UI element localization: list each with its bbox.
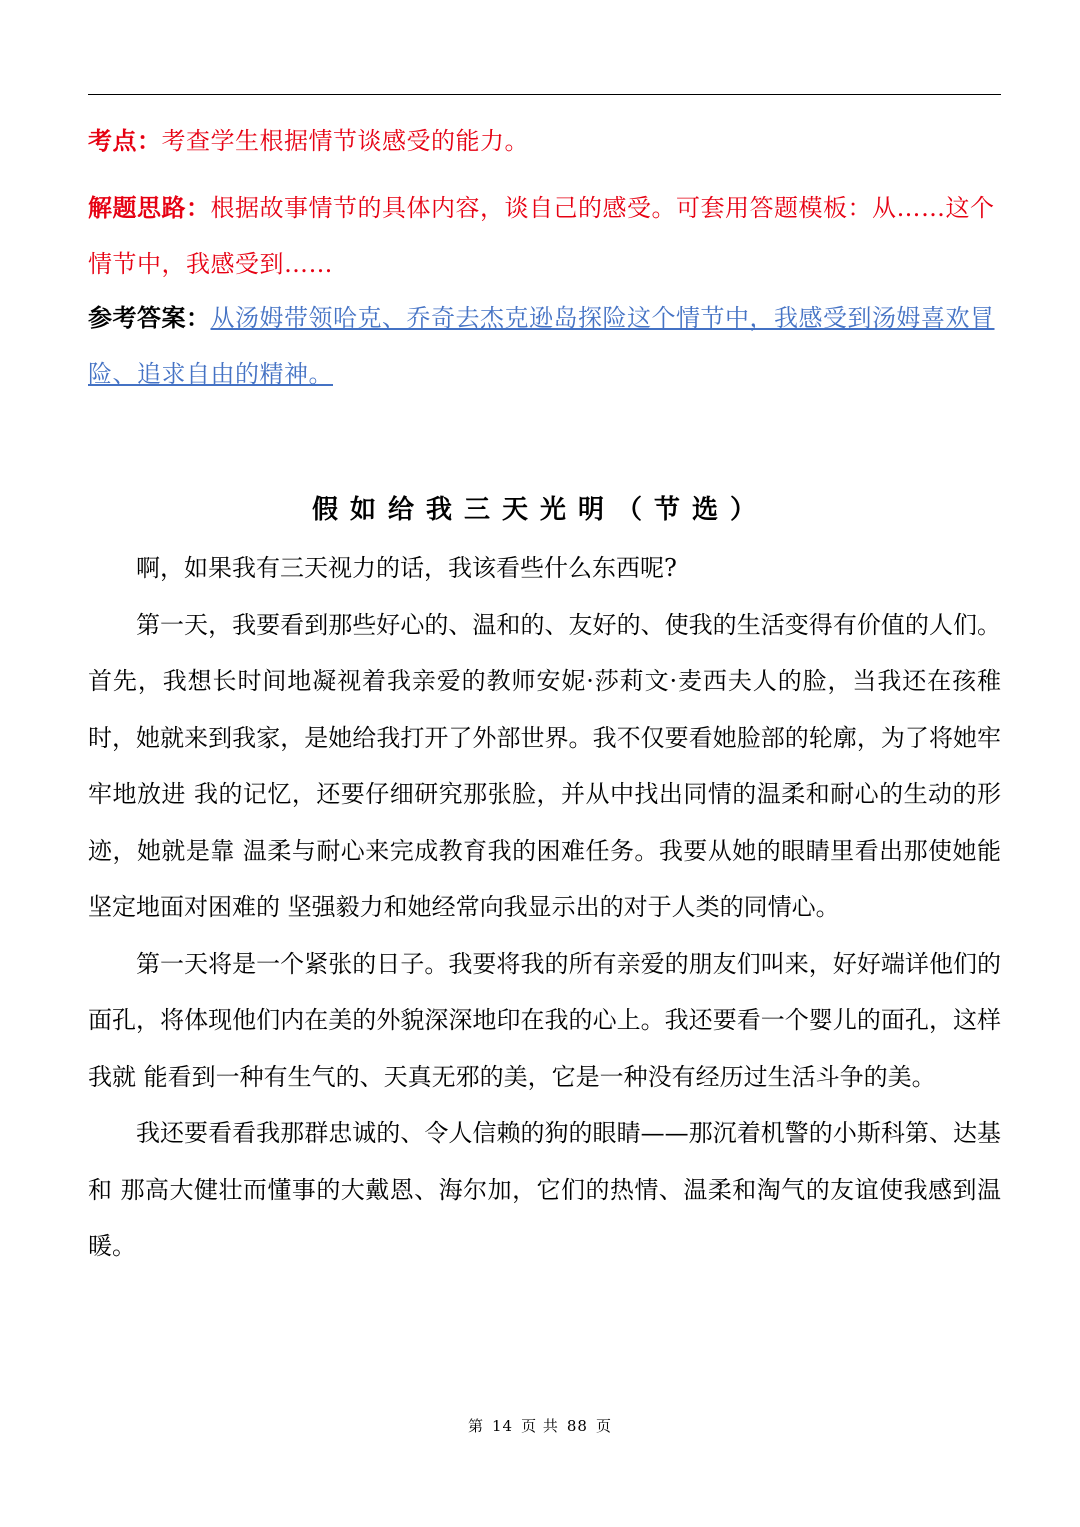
article-paragraph: 第一天将是一个紧张的日子。我要将我的所有亲爱的朋友们叫来，好好端详他们的面孔，将体现他们内在美的外貌深深地印在我的心上。我还要看一个婴儿的面孔，这样我就 能看到一种有生气的、天真无邪的美，它是一种没有经历过生活斗争的美。 [88,949,1001,1091]
article-body [88,540,1001,1275]
total-pages-number: 88 [566,1417,588,1435]
silu-label: 解题思路： [88,193,211,222]
kaodian-label: 考点： [88,126,162,155]
article-paragraph: 第一天，我要看到那些好心的、温和的、友好的、使我的生活变得有价值的人们。首先，我想长时间地凝视着我亲爱的教师安妮·莎莉文·麦西夫人的脸，当我还在孩稚时，她就来到我家，是她给我打开了外部世界。我不仅要看她脸部的轮廓，为了将她牢牢地放进 我的记忆，还要仔细研究那张脸，并从中找出同情的温柔和耐心的生动的形迹，她就是靠 温柔与耐心来完成教育我的困难任务。我要从她的眼睛里看出那使她能坚定地面对困难的 坚强毅力和她经常向我显示出的对于人类的同情心。 [88,610,1001,921]
silu-text: 根据故事情节的具体内容，谈自己的感受。可套用答题模板：从……这个情节中，我感受到…… [88,194,995,278]
kaodian-text: 考查学生根据情节谈感受的能力。 [161,127,529,155]
article-paragraph: 啊，如果我有三天视力的话，我该看些什么东西呢? [136,554,677,582]
footer-prefix: 第 [468,1417,485,1435]
header-rule [88,94,1001,95]
footer-suffix: 页 [595,1417,612,1435]
reference-answer [88,290,1001,402]
silu-line [88,180,1001,292]
footer-mid: 页 共 [521,1417,559,1435]
article-title: 假如给我三天光明（节选） [311,495,768,525]
answer-label: 参考答案： [88,303,211,332]
answer-text: 从汤姆带领哈克、乔奇去杰克逊岛探险这个情节中，我感受到汤姆喜欢冒 险、追求自由的精神。 [88,304,995,388]
current-page-number: 14 [492,1417,514,1435]
kaodian-line [88,124,1001,158]
page-footer [0,1415,1080,1436]
article-paragraph: 我还要看看我那群忠诚的、令人信赖的狗的眼睛——那沉着机警的小斯科第、达基和 那高大健壮而懂事的大戴恩、海尔加，它们的热情、温柔和淘气的友谊使我感到温暖。 [88,1119,1001,1260]
